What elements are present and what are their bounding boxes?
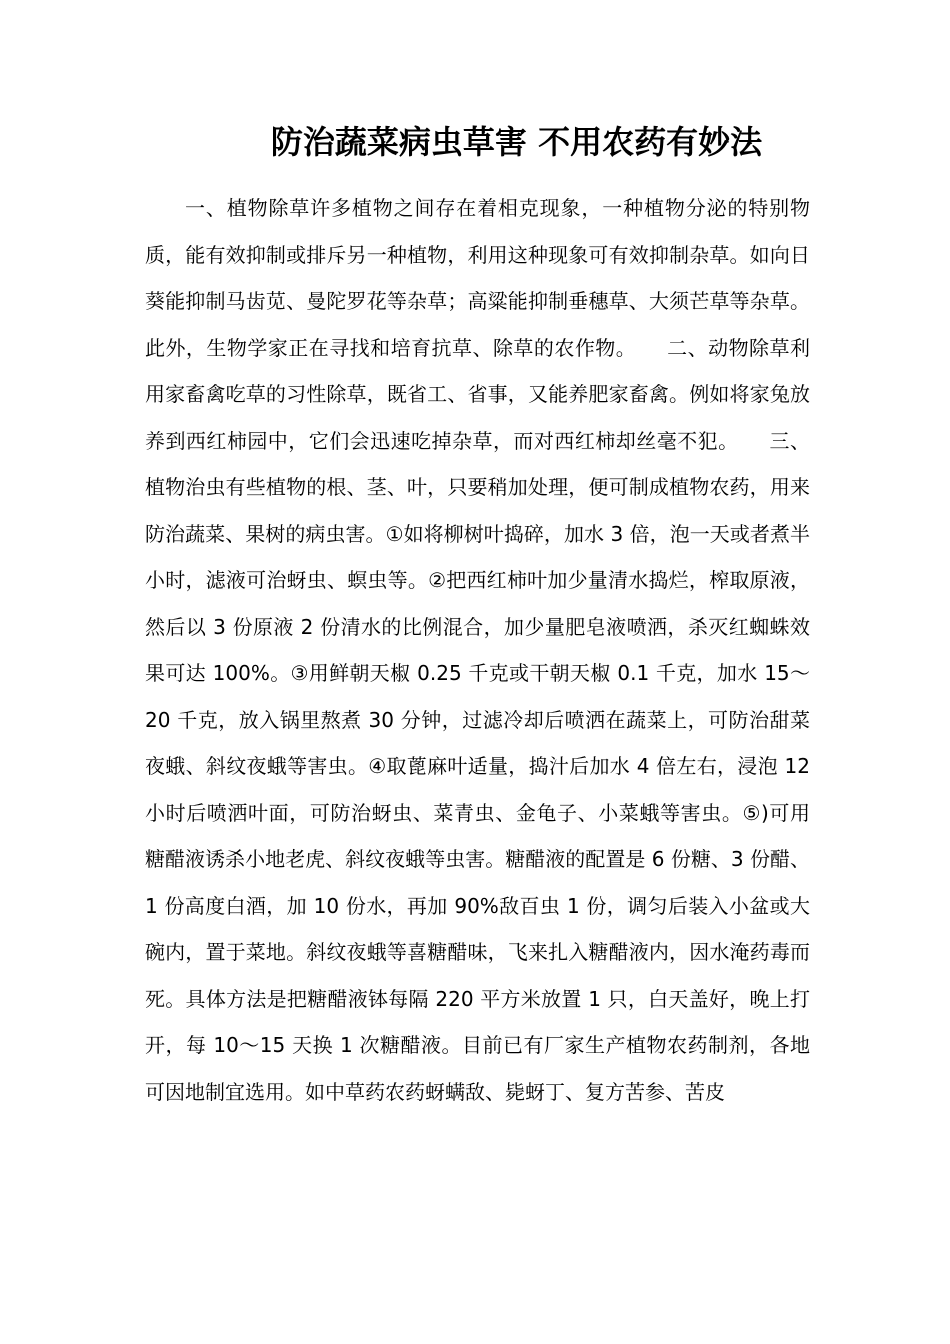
document-title: 防治蔬菜病虫草害 不用农药有妙法: [270, 123, 763, 161]
document-body-paragraph: 一、植物除草许多植物之间存在着相克现象，一种植物分泌的特别物质，能有效抑制或排斥另一种植物，利用这种现象可有效抑制杂草。如向日葵能抑制马齿苋、曼陀罗花等杂草；高粱能抑制垂穗草、大须芒草等杂草。此外，生物学家正在寻找和培育抗草、除草的农作物。 二、动物除草利用家畜禽吃草的习性除草，既省工、省事，又能养肥家畜禽。例如将家兔放养到西红柿园中，它们会迅速吃掉杂草，而对西红柿却丝毫不犯。 三、植物治虫有些植物的根、茎、叶，只要稍加处理，便可制成植物农药，用来防治蔬菜、果树的病虫害。①如将柳树叶捣碎，加水 3 倍，泡一天或者煮半小时，滤液可治蚜虫、螟虫等。②把西红柿叶加少量清水捣烂，榨取原液，然后以 3 份原液 2 份清水的比例混合，加少量肥皂液喷洒，杀灭红蜘蛛效果可达 100%。③用鲜朝天椒 0.25 千克或干朝天椒 0.1 千克，加水 15～20 千克，放入锅里熬煮 30 分钟，过滤冷却后喷洒在蔬菜上，可防治甜菜夜蛾、斜纹夜蛾等害虫。④取蓖麻叶适量，捣汁后加水 4 倍左右，浸泡 12 小时后喷洒叶面，可防治蚜虫、菜青虫、金龟子、小菜蛾等害虫。⑤)可用糖醋液诱杀小地老虎、斜纹夜蛾等虫害。糖醋液的配置是 6 份糖、3 份醋、1 份高度白酒，加 10 份水，再加 90%敌百虫 1 份，调匀后装入小盆或大碗内，置于菜地。斜纹夜蛾等喜糖醋味，飞来扎入糖醋液内，因水淹药毒而死。具体方法是把糖醋液钵每隔 220 平方米放置 1 只，白天盖好，晚上打开，每 10～15 天换 1 次糖醋液。目前已有厂家生产植物农药制剂，各地可因地制宜选用。如中草药农药蚜螨敌、毙蚜丁、复方苦参、苦皮: [145, 196, 810, 1104]
